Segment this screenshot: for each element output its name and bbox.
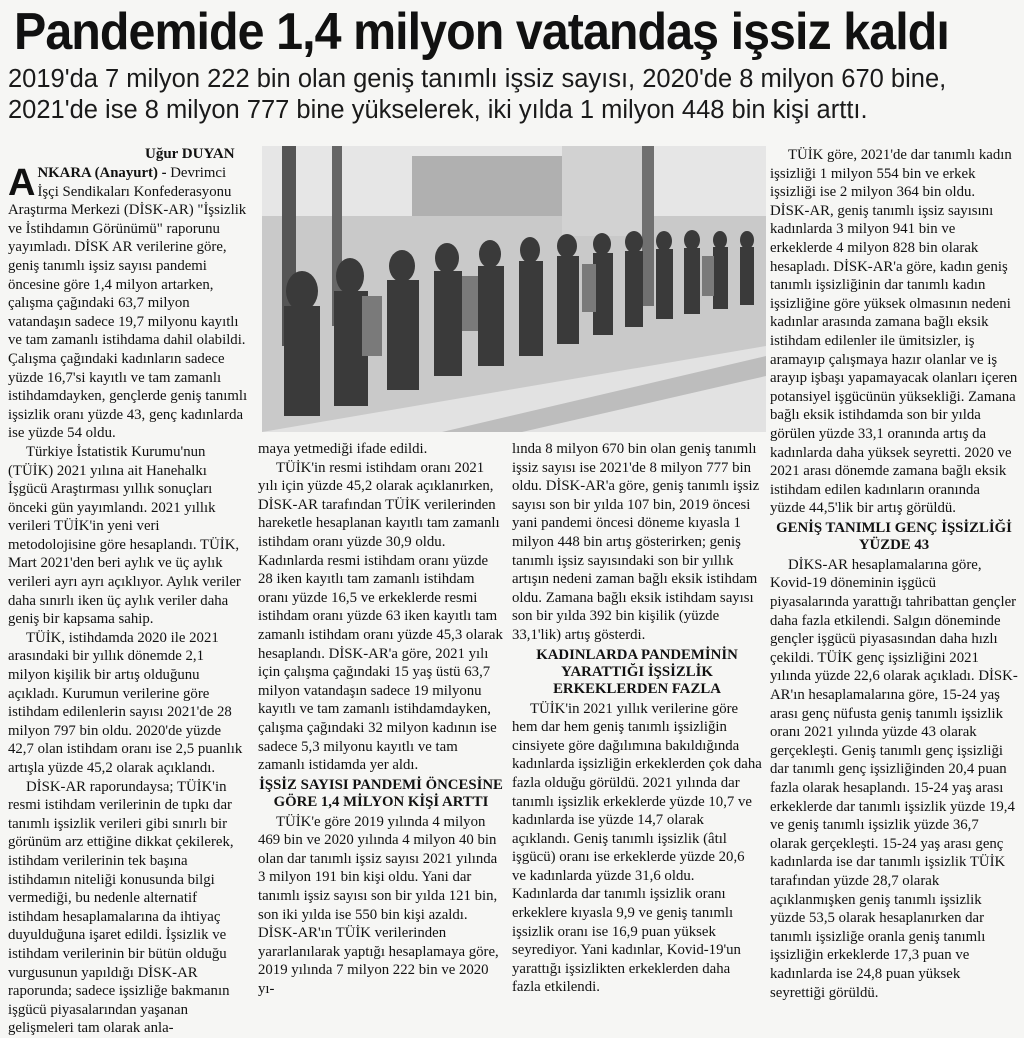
paragraph: Türkiye İstatistik Kurumu'nun (TÜİK) 2021 yılına ait Hanehalkı İşgücü Araştırması yıllık sonuçları önceki gün yayımlandı. 2021 yıllık verileri TÜİK'in yeni veri metodolojisine göre hesaplandı. TÜİK, Mart 2021'den beri aylık ve üç aylık verileri ayrı ayrı açıklıyor. Aylık veriler daha sınırlı iken üç aylık veriler daha geniş bir kapsama sahip. xyxy=(8,443,241,628)
paragraph: DİKS-AR hesaplamalarına göre, Kovid-19 döneminin işgücü piyasalarında yarattığı tahribattan gençler daha fazla etkilendi. Salgın döneminde gençler işgücü piyasasından daha hızlı çekildi. TÜİK genç işsizliğini 2021 yılında yüzde 22,6 olarak açıkladı. DİSK-AR'ın hesaplamalarına göre, 15-24 yaş arası genç nüfusta geniş tanımlı işsizlik oranı 2021 yılında yüzde 43 olarak gerçekleşti. Geniş tanımlı genç işsizliği dar tanımlı genç işsizliğinden 20,4 puan fazla olarak hesaplandı. 15-24 yaş arası erkeklerde dar tanımlı işsizlik yüzde 19,4 ve geniş tanımlı işsizlik yüzde 36,7 olarak gerçekleşti. 15-24 yaş arası genç kadınlarda ise dar tanımlı işsizlik TÜİK tarafından yüzde 28,7 olarak açıklanmışken geniş tanımlı işsizlik yüzde 53,5 olarak hesaplanırken dar tanımlı işsizliğe oranla geniş tanımlı işsizliğin erkeklerde 17,3 puan ve kadınlarda ise 24,8 puan yüksek seyrettiği görüldü. xyxy=(770,556,1018,1001)
article-column-4 xyxy=(770,146,1018,1002)
paragraph: lında 8 milyon 670 bin olan geniş tanımlı işsiz sayısı ise 2021'de 8 milyon 777 bin oldu. DİSK-AR'a göre, geniş tanımlı işsiz sayısı son bir yılda 107 bin, 2019 öncesi yani pandemi öncesi döneme kıyasla 1 milyon 448 bin artış gösterirken; geniş tanımlı işsiz sayısındaki son bir yıllık artışın nedeni zaman bağlı eksik istihdam oldu. Zamana bağlı eksik istihdam sayısı son bir yılda 392 bin kişilik (yüzde 33,1'lik) artış gösterdi. xyxy=(512,441,760,643)
headline: Pandemide 1,4 milyon vatandaş işsiz kaldı xyxy=(14,3,949,61)
paragraph: Devrimci İşçi Sendikaları Konfederasyonu Araştırma Merkezi (DİSK-AR) "İşsizlik ve İstihdamın Görünümü" raporunu yayımladı. DİSK AR verilerine göre, geniş tanımlı işsiz sayısı pandemi öncesine göre 1,4 milyon artarken, çalışma çağındaki 63,7 milyon vatandaşın sadece 19,7 milyonu kayıtlı ve tam zamanlı istihdama dahil olabildi. Çalışma çağındaki kadınların sadece yüzde 16,7'si kayıtlı ve tam zamanlı istihdamdayken, gençlerde geniş tanımlı işsizlik oranı yüzde 43, genç kadınlarda ise yüzde 54 oldu. xyxy=(8,165,248,442)
section-subheading: GENİŞ TANIMLI GENÇ İŞSİZLİĞİ YÜZDE 43 xyxy=(776,519,1012,553)
paragraph: TÜİK'e göre 2019 yılında 4 milyon 469 bin ve 2020 yılında 4 milyon 40 bin olan dar tanımlı işsiz sayısı 2021 yılında 3 milyon 191 bin kişi oldu. Yani dar tanımlı işsiz sayısı son bir yılda 121 bin, son iki yılda ise 550 bin kişi azaldı. DİSK-AR'ın TÜİK verilerinden yararlanılarak yaptığı hesaplamaya göre, 2019 yılında 7 milyon 222 bin ve 2020 yı- xyxy=(258,813,499,998)
section-subheading: KADINLARDA PANDEMİNİN YARATTIĞI İŞSİZLİK ERKEKLERDEN FAZLA xyxy=(536,646,738,697)
crowd-queue-illustration xyxy=(262,146,766,432)
crowd-queue-photo xyxy=(262,146,766,432)
paragraph: TÜİK göre, 2021'de dar tanımlı kadın işsizliği 1 milyon 554 bin ve erkek işsizliği ise 2 milyon 364 bin oldu. DİSK-AR, geniş tanımlı işsiz sayısını kadınlarda 3 milyon 941 bin ve erkeklerde 4 milyon 828 bin olarak hesapladı. DİSK-AR'a göre, kadın geniş tanımlı işsizliğinin dar tanımlı kadın işsizliğine göre yüksek olmasının nedeni kadınlar arasında zamana bağlı eksik istihdam edilenler ile ümitsizler, iş aramayıp çalışmaya hazır olanlar ve iş arayıp işbaşı yapamayacak olanları içeren potansiyel işgücünün yüksekliği. Zamana bağlı eksik istihdamda son bir yılda görülen yüzde 33,1 oranında artış da kadınlarda daha yüksek seyretti. 2020 ve 2021 arası dönemde zamana bağlı eksik istihdam edilen kadınların oranında yüzde 44,5'lik bir artış görüldü. xyxy=(770,147,1018,517)
article-column-2 xyxy=(258,440,504,999)
drop-cap: A xyxy=(8,162,36,204)
subheadline: 2019'da 7 milyon 222 bin olan geniş tanımlı işsiz sayısı, 2020'de 8 milyon 670 bine, 2021'de ise 8 milyon 777 bine yükselerek, iki yılda 1 milyon 448 bin kişi arttı. xyxy=(8,65,947,124)
article-column-3 xyxy=(512,440,762,997)
paragraph: TÜİK'in 2021 yıllık verilerine göre hem dar hem geniş tanımlı işsizliğin cinsiyete göre dağılımına bakıldığında kadınlarda işsizliğin erkeklerden çok daha fazla olduğu görüldü. 2021 yılında dar tanımlı işsizlik erkeklerde yüzde 10,7 ve kadınlarda ise yüzde 14,7 olarak açıklandı. Geniş tanımlı işsizlik (âtıl işgücü) oranı ise erkeklerde yüzde 20,6 ve kadınlarda yüzde 31,6 oldu. Kadınlarda dar tanımlı işsizlik oranı erkeklere kıyasla 9,9 ve geniş tanımlı işsizlik oranı ise 16,9 puan yüksek seyrediyor. Yani kadınlar, Kovid-19'un yarattığı işsizlikten erkeklerden daha fazla etkilendi. xyxy=(512,700,762,996)
paragraph: TÜİK, istihdamda 2020 ile 2021 arasındaki bir yıllık dönemde 2,1 milyon kişilik bir artış olduğunu açıkladı. Kurumun verilerine göre istihdam edilenlerin sayısı 2021'de 28 milyon 797 bin oldu. 2020'de yüzde 42,7 olan istihdam oranı ise 2,5 puanlık artışla yüzde 45,2 olarak açıklandı. xyxy=(8,629,243,776)
paragraph: TÜİK'in resmi istihdam oranı 2021 yılı için yüzde 45,2 olarak açıklanırken, DİSK-AR tarafından TÜİK verilerinden hareketle hesaplanan kayıtlı tam zamanlı istihdam oranı yüzde 30,9 oldu. Kadınlarda resmi istihdam oranı yüzde 28 iken kayıtlı tam zamanlı istihdam oranı yüzde 16,5 ve erkeklerde resmi istihdam oranı yüzde 63 iken kayıtlı tam zamanlı istihdam oranı yüzde 45,3 olarak hesaplandı. DİSK-AR'a göre, 2021 yılı için çalışma çağındaki 15 yaş üstü 63,7 milyon vatandaşın sadece 19 milyonu kayıtlı ve tam zamanlı istihdamdayken, çalışma çağındaki 32 milyon kadının ise sadece 5,3 milyonu kayıtlı ve tam zamanlı istidamda yer aldı. xyxy=(258,459,503,774)
lead-paragraph xyxy=(8,164,248,443)
author-byline: Uğur DUYAN xyxy=(145,146,235,162)
paragraph: maya yetmediği ifade edildi. xyxy=(258,441,428,457)
article-column-1 xyxy=(8,164,248,1038)
dateline: NKARA (Anayurt) - xyxy=(37,165,167,181)
section-subheading: İŞSİZ SAYISI PANDEMİ ÖNCESİNE GÖRE 1,4 MİLYON KİŞİ ARTTI xyxy=(259,776,503,810)
paragraph: DİSK-AR raporundaysa; TÜİK'in resmi istihdam verilerinin de tıpkı dar tanımlı işsizlik verileri gibi sınırlı bir görünüm arz ettiğine dikkat çekilerek, istihdam verilerinin tek başına istihdamın niteliği konusunda bilgi vermediği, bu nedenle alternatif istihdam hesaplamalarına da ihtiyaç duyulduğuna işaret edildi. İşsizlik ve istihdam verilerinin bir bütün olduğu vurgusunun yapıldığı DİSK-AR raporunda; sadece işsizliğe bakmanın işgücü piyasalarından yaşanan gelişmeleri tam olarak anla- xyxy=(8,778,234,1037)
